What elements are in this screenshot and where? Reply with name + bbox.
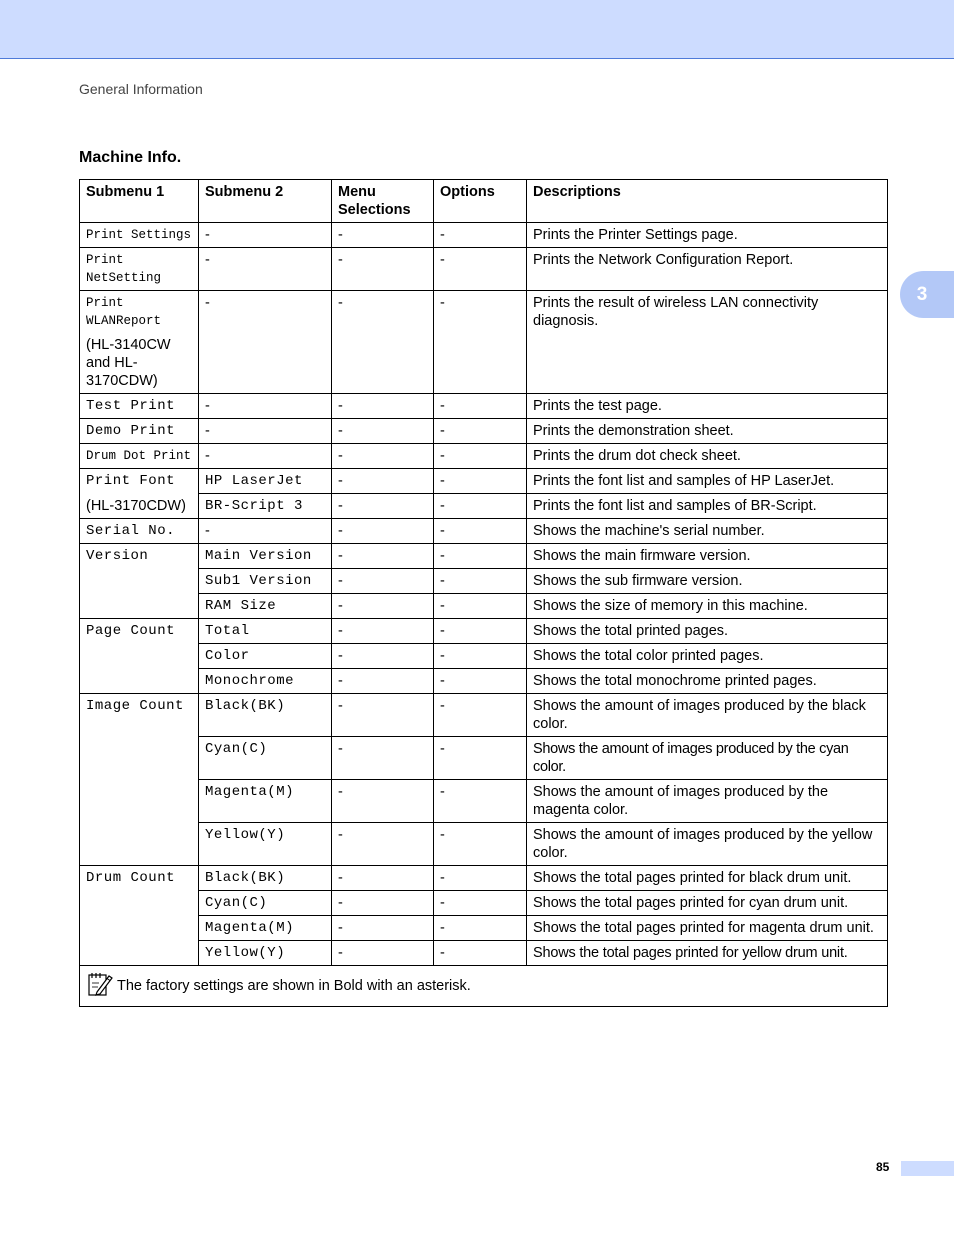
- menu-selection-cell: -: [332, 866, 434, 891]
- table-row: [80, 669, 888, 694]
- submenu1-cell: Drum Dot Print: [80, 444, 199, 469]
- options-cell: -: [434, 569, 527, 594]
- menu-selection-cell: -: [332, 916, 434, 941]
- submenu2-cell: RAM Size: [199, 594, 332, 619]
- submenu2-cell: Black(BK): [199, 866, 332, 891]
- submenu2-cell: BR-Script 3: [199, 494, 332, 519]
- table-header-row: [80, 180, 888, 223]
- menu-selection-cell: -: [332, 619, 434, 644]
- table-row: [80, 569, 888, 594]
- description-cell: Shows the amount of images produced by the magenta color.: [527, 780, 888, 823]
- menu-selection-cell: -: [332, 823, 434, 866]
- model-note: (HL-3170CDW): [80, 494, 199, 519]
- submenu2-cell: -: [199, 291, 332, 394]
- options-cell: -: [434, 444, 527, 469]
- options-cell: -: [434, 737, 527, 780]
- description-cell: Prints the demonstration sheet.: [527, 419, 888, 444]
- menu-selection-cell: -: [332, 444, 434, 469]
- submenu2-cell: Cyan(C): [199, 891, 332, 916]
- menu-selection-cell: -: [332, 494, 434, 519]
- table-row: [80, 644, 888, 669]
- submenu2-cell: Yellow(Y): [199, 823, 332, 866]
- submenu1-cell: Print NetSetting: [80, 248, 199, 291]
- description-cell: Shows the total printed pages.: [527, 619, 888, 644]
- chapter-number: 3: [916, 283, 928, 305]
- description-cell: Shows the total color printed pages.: [527, 644, 888, 669]
- submenu2-cell: Total: [199, 619, 332, 644]
- menu-selection-cell: -: [332, 469, 434, 494]
- submenu2-cell: Cyan(C): [199, 737, 332, 780]
- table-row: [80, 891, 888, 916]
- page-number-band: [901, 1161, 954, 1176]
- submenu1-cell: Version: [80, 544, 199, 619]
- table-row: [80, 866, 888, 891]
- table-row: [80, 394, 888, 419]
- menu-selection-cell: -: [332, 248, 434, 291]
- menu-selection-cell: -: [332, 544, 434, 569]
- menu-selection-cell: -: [332, 419, 434, 444]
- menu-selection-cell: -: [332, 569, 434, 594]
- options-cell: -: [434, 644, 527, 669]
- menu-selection-cell: -: [332, 291, 434, 394]
- description-cell: Shows the main firmware version.: [527, 544, 888, 569]
- description-cell: Shows the total pages printed for black drum unit.: [527, 866, 888, 891]
- options-cell: -: [434, 694, 527, 737]
- table-row: [80, 469, 888, 494]
- menu-selection-cell: -: [332, 891, 434, 916]
- chapter-tab[interactable]: [900, 271, 954, 318]
- table-row: [80, 223, 888, 248]
- header-options: Options: [434, 180, 527, 223]
- submenu2-cell: -: [199, 419, 332, 444]
- description-cell: Shows the amount of images produced by the cyan color.: [527, 737, 888, 780]
- submenu1-cell: Print Settings: [80, 223, 199, 248]
- machine-info-table: [79, 179, 888, 1007]
- submenu2-cell: Main Version: [199, 544, 332, 569]
- submenu2-cell: Magenta(M): [199, 780, 332, 823]
- table-row: [80, 519, 888, 544]
- note-row: [80, 966, 888, 1007]
- note-pencil-icon: [86, 970, 113, 1002]
- header-submenu-2: Submenu 2: [199, 180, 332, 223]
- submenu1-cell: Page Count: [80, 619, 199, 694]
- header-descriptions: Descriptions: [527, 180, 888, 223]
- options-cell: -: [434, 669, 527, 694]
- menu-selection-cell: -: [332, 594, 434, 619]
- options-cell: -: [434, 291, 527, 394]
- model-note: (HL-3140CW and HL-3170CDW): [86, 337, 171, 389]
- submenu1-label: Print WLANReport: [86, 296, 162, 328]
- description-cell: Prints the Network Configuration Report.: [527, 248, 888, 291]
- submenu1-cell: Serial No.: [80, 519, 199, 544]
- options-cell: -: [434, 248, 527, 291]
- options-cell: -: [434, 494, 527, 519]
- menu-selection-cell: -: [332, 694, 434, 737]
- menu-selection-cell: -: [332, 644, 434, 669]
- description-cell: Shows the total pages printed for cyan drum unit.: [527, 891, 888, 916]
- description-cell: Prints the font list and samples of BR-Script.: [527, 494, 888, 519]
- submenu1-cell: Test Print: [80, 394, 199, 419]
- menu-selection-cell: -: [332, 780, 434, 823]
- description-cell: Shows the size of memory in this machine.: [527, 594, 888, 619]
- submenu2-cell: -: [199, 223, 332, 248]
- options-cell: -: [434, 780, 527, 823]
- submenu2-cell: -: [199, 394, 332, 419]
- description-cell: Shows the amount of images produced by the black color.: [527, 694, 888, 737]
- note-cell: [80, 966, 888, 1007]
- table-row: [80, 544, 888, 569]
- submenu1-cell: Drum Count: [80, 866, 199, 966]
- header-submenu-1: Submenu 1: [80, 180, 199, 223]
- table-row: [80, 941, 888, 966]
- description-cell: Shows the amount of images produced by the yellow color.: [527, 823, 888, 866]
- menu-selection-cell: -: [332, 519, 434, 544]
- table-row: [80, 291, 888, 394]
- options-cell: -: [434, 519, 527, 544]
- submenu2-cell: Color: [199, 644, 332, 669]
- table-row: [80, 780, 888, 823]
- description-cell: Shows the machine's serial number.: [527, 519, 888, 544]
- submenu1-cell: Print Font: [80, 469, 199, 494]
- menu-selection-cell: -: [332, 737, 434, 780]
- options-cell: -: [434, 544, 527, 569]
- page-number: 85: [876, 1160, 890, 1174]
- description-cell: Prints the test page.: [527, 394, 888, 419]
- menu-selection-cell: -: [332, 669, 434, 694]
- table-row: [80, 248, 888, 291]
- table-row: [80, 823, 888, 866]
- options-cell: -: [434, 866, 527, 891]
- submenu1-cell: Demo Print: [80, 419, 199, 444]
- section-header: General Information: [79, 81, 203, 97]
- menu-selection-cell: -: [332, 394, 434, 419]
- options-cell: -: [434, 619, 527, 644]
- description-cell: Prints the Printer Settings page.: [527, 223, 888, 248]
- submenu2-cell: Sub1 Version: [199, 569, 332, 594]
- options-cell: -: [434, 469, 527, 494]
- submenu2-cell: Magenta(M): [199, 916, 332, 941]
- submenu1-cell: [80, 291, 199, 394]
- table-row: [80, 694, 888, 737]
- options-cell: -: [434, 594, 527, 619]
- description-cell: Shows the total pages printed for magenta drum unit.: [527, 916, 888, 941]
- table-row: [80, 619, 888, 644]
- options-cell: -: [434, 823, 527, 866]
- table-row: [80, 419, 888, 444]
- table-row: [80, 916, 888, 941]
- submenu2-cell: HP LaserJet: [199, 469, 332, 494]
- table-row: [80, 444, 888, 469]
- submenu2-cell: -: [199, 444, 332, 469]
- submenu2-cell: -: [199, 248, 332, 291]
- top-band: [0, 0, 954, 59]
- submenu2-cell: Black(BK): [199, 694, 332, 737]
- submenu2-cell: Monochrome: [199, 669, 332, 694]
- table-row: [80, 494, 888, 519]
- submenu2-cell: -: [199, 519, 332, 544]
- description-cell: Prints the font list and samples of HP LaserJet.: [527, 469, 888, 494]
- submenu2-cell: Yellow(Y): [199, 941, 332, 966]
- options-cell: -: [434, 223, 527, 248]
- menu-selection-cell: -: [332, 223, 434, 248]
- table-row: [80, 594, 888, 619]
- options-cell: -: [434, 419, 527, 444]
- options-cell: -: [434, 916, 527, 941]
- header-menu-selections: Menu Selections: [332, 180, 434, 223]
- options-cell: -: [434, 394, 527, 419]
- description-cell: Prints the result of wireless LAN connectivity diagnosis.: [527, 291, 888, 394]
- description-cell: Prints the drum dot check sheet.: [527, 444, 888, 469]
- note-text: The factory settings are shown in Bold with an asterisk.: [117, 977, 471, 994]
- submenu1-cell: Image Count: [80, 694, 199, 866]
- description-cell: Shows the total pages printed for yellow drum unit.: [527, 941, 888, 966]
- description-cell: Shows the sub firmware version.: [527, 569, 888, 594]
- options-cell: -: [434, 891, 527, 916]
- menu-selection-cell: -: [332, 941, 434, 966]
- section-title: Machine Info.: [79, 149, 182, 166]
- options-cell: -: [434, 941, 527, 966]
- description-cell: Shows the total monochrome printed pages.: [527, 669, 888, 694]
- table-row: [80, 737, 888, 780]
